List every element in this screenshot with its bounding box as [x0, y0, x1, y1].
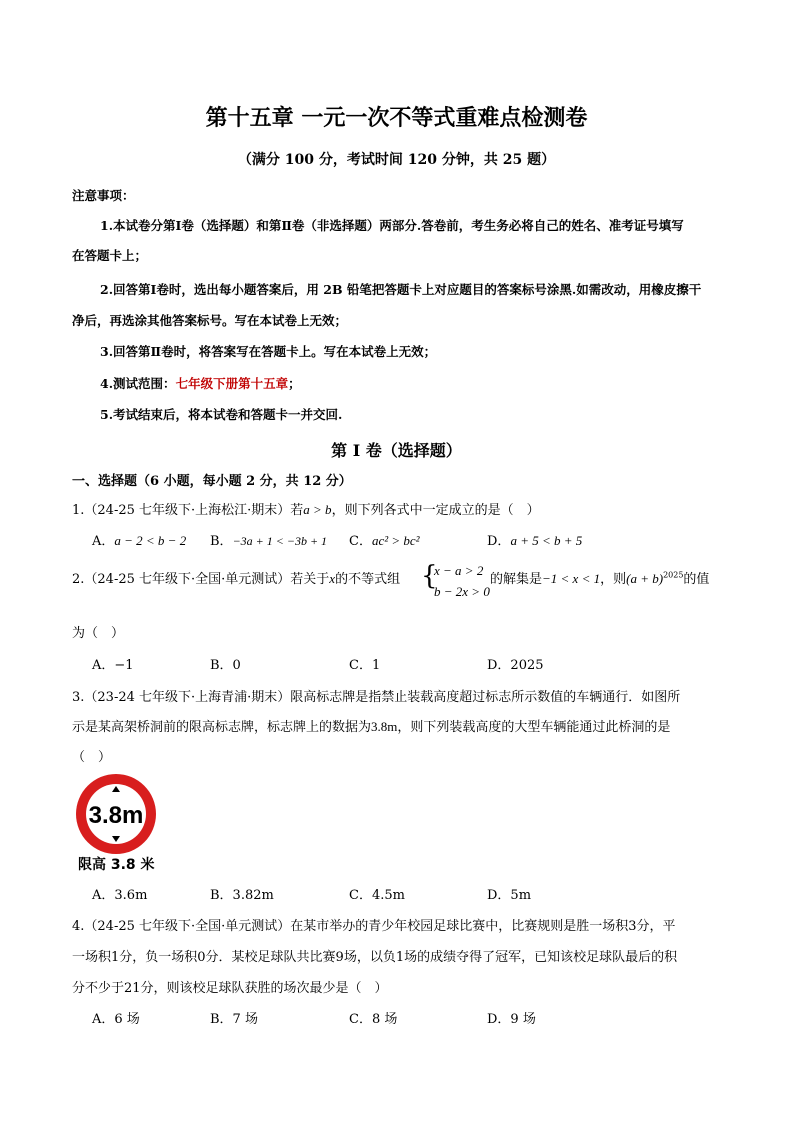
note-4-scope: 七年级下册第十五章: [175, 376, 289, 391]
q2-mid2: 的解集是: [490, 572, 543, 587]
notes-heading: 注意事项：: [72, 188, 135, 203]
q3-option-a[interactable]: A．3.6m: [92, 888, 148, 903]
q2-exponent: 2025: [663, 570, 684, 580]
q2-solution: −1 < x < 1: [542, 571, 601, 586]
q1-option-b-text: −3a + 1 < −3b + 1: [232, 534, 328, 548]
q2-prefix: 2.（24-25 七年级下·全国·单元测试）若关于: [72, 572, 330, 587]
q3-option-d[interactable]: D．5m: [487, 888, 532, 903]
q4-option-c[interactable]: C．8 场: [349, 1012, 398, 1027]
note-3: 3.回答第Ⅱ卷时，将答案写在答题卡上。写在本试卷上无效；: [100, 344, 437, 359]
q1-option-c[interactable]: [349, 530, 420, 549]
q1-option-b-label: B．: [210, 534, 233, 549]
question-3-line-3: （ ）: [72, 750, 112, 765]
sign-caption: 限高 3.8 米: [78, 857, 155, 873]
q2-option-a[interactable]: A．−1: [92, 658, 134, 673]
note-4: [100, 374, 301, 392]
question-4-line-2: 一场积1分，负一场积0分．某校足球队共比赛9场，以负1场的成绩夺得了冠军，已知该校足球队最后的积: [72, 950, 678, 965]
question-1: [72, 499, 540, 518]
q3-option-b[interactable]: B．3.82m: [210, 888, 274, 903]
note-2-line-2: 净后，再选涂其他答案标号。写在本试卷上无效；: [72, 313, 348, 328]
q2-option-d[interactable]: D．2025: [487, 658, 544, 673]
note-5: 5.考试结束后，将本试卷和答题卡一并交回.: [100, 407, 343, 422]
q1-option-d-text: a + 5 < b + 5: [510, 533, 583, 548]
part-heading: 一、选择题（6 小题，每小题 2 分，共 12 分）: [72, 474, 352, 489]
section-title: 第 I 卷（选择题）: [331, 441, 462, 460]
note-4-prefix: 4.测试范围：: [100, 376, 176, 391]
note-4-suffix: ；: [288, 376, 301, 391]
q2-inequality-1: x − a > 2: [434, 563, 484, 578]
q2-system-brace: {: [421, 561, 438, 591]
q2-option-c[interactable]: C．1: [349, 658, 381, 673]
q2-suffix: 的值: [683, 572, 710, 587]
q1-prefix: 1.（24-25 七年级下·上海松江·期末）若: [72, 503, 304, 518]
q2-tail: [490, 568, 709, 587]
q4-option-b[interactable]: B．7 场: [210, 1012, 258, 1027]
q1-suffix: ，则下列各式中一定成立的是（ ）: [331, 503, 540, 518]
q3-option-c[interactable]: C．4.5m: [349, 888, 405, 903]
q3-value: 3.8m: [371, 719, 398, 734]
q2-option-b[interactable]: B．0: [210, 658, 241, 673]
q3-line2a: 示是某高架桥洞前的限高标志牌，标志牌上的数据为: [72, 720, 372, 735]
note-1-line-1: 1.本试卷分第Ⅰ卷（选择题）和第Ⅱ卷（非选择题）两部分.答卷前，考生务必将自己的姓名、准考证号填写: [100, 218, 684, 233]
q1-option-b[interactable]: [210, 530, 327, 549]
sign-text: 3.8m: [88, 802, 144, 829]
question-4-line-3: 分不少于21分，则该校足球队获胜的场次最少是（ ）: [72, 981, 388, 996]
height-limit-sign: [74, 772, 158, 856]
q1-option-a-label: A．: [92, 534, 115, 549]
q2-inequality-2: b − 2x > 0: [434, 584, 490, 599]
q4-option-a[interactable]: A．6 场: [92, 1012, 140, 1027]
q2-mid3: ，则: [600, 572, 627, 587]
q4-option-d[interactable]: D．9 场: [487, 1012, 536, 1027]
q1-condition: a > b: [303, 502, 332, 517]
note-2-line-1: 2.回答第Ⅰ卷时，选出每小题答案后，用 2B 铅笔把答题卡上对应题目的答案标号涂黑.如需改动，用橡皮擦干: [100, 282, 702, 297]
question-3-line-2: [72, 716, 670, 735]
q1-option-d[interactable]: [487, 530, 582, 549]
question-2-line-2: 为（ ）: [72, 626, 125, 641]
question-3-line-1: 3.（23-24 七年级下·上海青浦·期末）限高标志牌是指禁止装载高度超过标志所示数值的车辆通行．如图所: [72, 690, 681, 705]
q2-var: x: [329, 571, 336, 586]
q1-option-c-label: C．: [349, 534, 372, 549]
question-4-line-1: 4.（24-25 七年级下·全国·单元测试）在某市举办的青少年校园足球比赛中，比赛规则是胜一场积3分，平: [72, 919, 676, 934]
q1-option-d-label: D．: [487, 534, 511, 549]
q1-option-c-text: ac² > bc²: [371, 533, 420, 548]
question-2-line-1: [72, 568, 400, 587]
q1-option-a-text: a − 2 < b − 2: [114, 533, 187, 548]
q2-expression: (a + b): [626, 571, 664, 586]
page-title: 第十五章 一元一次不等式重难点检测卷: [205, 106, 588, 131]
q2-mid: 的不等式组: [335, 572, 401, 587]
note-1-line-2: 在答题卡上；: [72, 248, 148, 263]
q3-line2b: ，则下列装载高度的大型车辆能通过此桥洞的是: [397, 720, 671, 735]
q1-option-a[interactable]: [92, 530, 186, 549]
page-subtitle: （满分 100 分，考试时间 120 分钟，共 25 题）: [237, 152, 556, 168]
